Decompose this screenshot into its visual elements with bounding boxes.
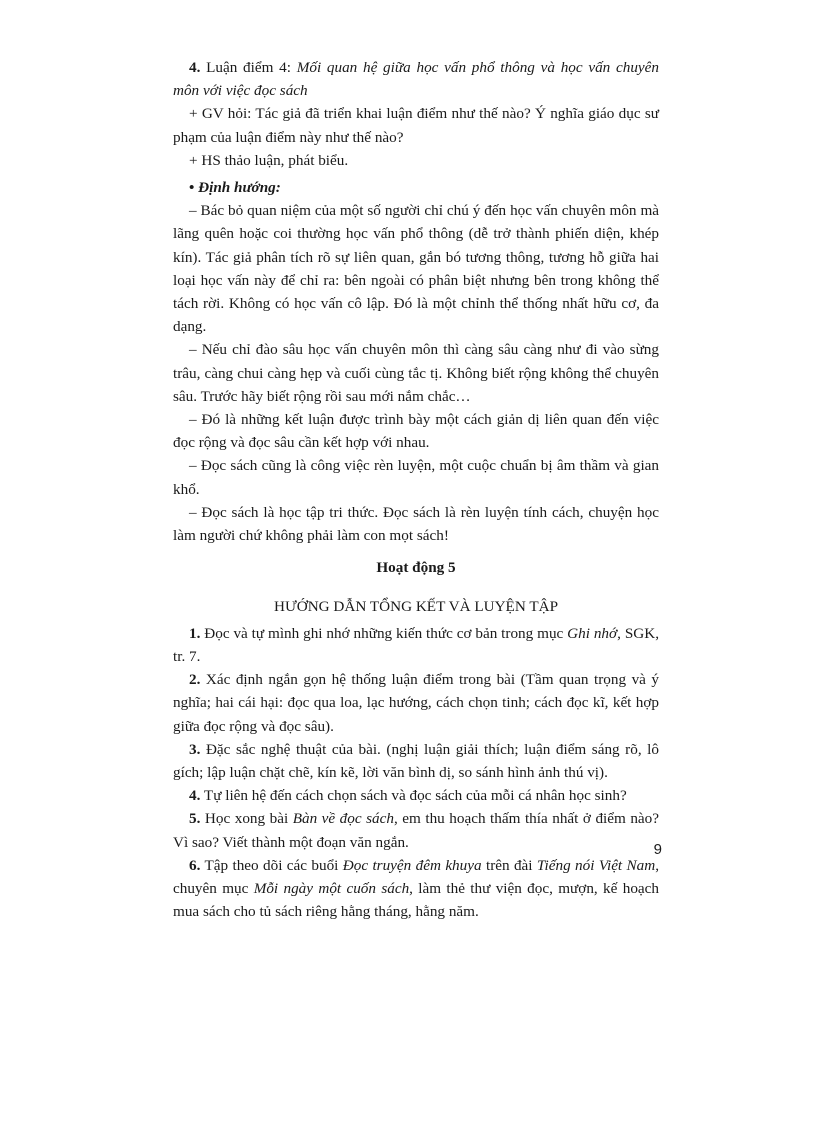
task-6 (173, 854, 659, 924)
task-1-text-b: , SGK, tr. 7. (173, 624, 660, 666)
task-2 (173, 668, 659, 738)
task-5-italic: Bàn về đọc sách (292, 810, 394, 828)
task-4 (173, 784, 659, 807)
task-6-text-d: , làm thẻ thư viện đọc, mượn, kế hoạch mua sách cho tủ sách riêng hằng tháng, hằng năm. (173, 880, 659, 921)
task-6-italic-2: Tiếng nói Việt Nam (536, 856, 656, 874)
task-2-number: 2. (189, 671, 201, 689)
task-6-italic-1: Đọc truyện đêm khuya (342, 856, 482, 874)
orientation-item: – Đọc sách là học tập tri thức. Đọc sách là rèn luyện tính cách, chuyện học làm người chứ không phải làm con mọt sách! (173, 503, 659, 545)
section-4-heading (173, 56, 659, 102)
task-6-number: 6. (189, 856, 201, 874)
orientation-item: – Bác bỏ quan niệm của một số người chỉ chú ý đến học vấn chuyên môn mà lãng quên hoặc coi thường học vấn phổ thông (dễ trở thành phiến diện, khép kín). Tác giả phân tích rõ sự liên quan, gắn bó tương thông, tương hỗ giữa hai loại học vấn này để chỉ ra: bên ngoài có phân biệt nhưng bên trong không thể tách rời. Không có học vấn cô lập. Đó là một chỉnh thể thống nhất hữu cơ, đa dạng. (173, 202, 659, 336)
task-6-italic-3: Mỗi ngày một cuốn sách (253, 880, 410, 898)
task-1-italic: Ghi nhớ (567, 624, 618, 642)
task-6-text-c: , chuyên mục (173, 856, 660, 898)
task-3-number: 3. (189, 740, 201, 758)
task-1 (173, 622, 659, 668)
task-5 (173, 807, 659, 853)
orientation-label: Định hướng: (198, 179, 281, 197)
task-1-text-a: Đọc và tự mình ghi nhớ những kiến thức cơ bản trong mục (200, 624, 568, 642)
orientation-heading (173, 176, 659, 199)
hs-response: + HS thảo luận, phát biểu. (189, 151, 349, 169)
activity-subtitle: HƯỚNG DẪN TỔNG KẾT VÀ LUYỆN TẬP (273, 597, 559, 615)
section-4-title: Mối quan hệ giữa học vấn phổ thông và học vấn chuyên môn với việc đọc sách (173, 59, 660, 100)
orientation-item: – Đọc sách cũng là công việc rèn luyện, một cuộc chuẩn bị âm thầm và gian khổ. (173, 457, 659, 498)
section-4-number: 4. (189, 59, 201, 76)
orientation-item: – Đó là những kết luận được trình bày một cách giản dị liên quan đến việc đọc rộng và đọc sâu cần kết hợp với nhau. (173, 411, 659, 452)
gv-question: + GV hỏi: Tác giả đã triển khai luận điểm như thế nào? Ý nghĩa giáo dục sư phạm của luận điểm này như thế nào? (173, 105, 659, 146)
task-6-text-b: trên đài (481, 856, 537, 874)
task-2-text: Xác định ngắn gọn hệ thống luận điểm trong bài (Tầm quan trọng và ý nghĩa; hai cái hại: đọc qua loa, lạc hướng, cách chọn tinh; cách đọc kĩ, kết hợp giữa đọc rộng và đọc sâu). (173, 671, 659, 735)
task-4-text: Tự liên hệ đến cách chọn sách và đọc sách của mỗi cá nhân học sinh? (200, 787, 627, 805)
task-3 (173, 738, 659, 784)
activity-title: Hoạt động 5 (376, 559, 456, 577)
task-5-text-a: Học xong bài (200, 810, 293, 828)
task-4-number: 4. (189, 787, 201, 805)
task-6-text-a: Tập theo dõi các buổi (200, 856, 343, 874)
section-4-label: Luận điểm 4: (200, 59, 297, 76)
task-5-number: 5. (189, 810, 201, 828)
page-number: 9 (653, 841, 662, 858)
orientation-item: – Nếu chỉ đào sâu học vấn chuyên môn thì càng sâu càng như đi vào sừng trâu, càng chui càng hẹp và cuối cùng tắc tị. Không biết rộng không thể chuyên sâu. Trước hãy biết rộng rồi sau mới nắm chắc… (173, 341, 659, 405)
orientation-bullet: • (189, 179, 195, 197)
page-body (173, 56, 659, 924)
task-1-number: 1. (189, 624, 201, 642)
task-5-text-b: , em thu hoạch thấm thía nhất ở điểm nào? Vì sao? Viết thành một đoạn văn ngắn. (173, 810, 659, 851)
task-3-text: Đặc sắc nghệ thuật của bài. (nghị luận giải thích; luận điểm sáng rõ, lô gích; lập luận chặt chẽ, kín kẽ, lời văn bình dị, so sánh hình ảnh thú vị). (173, 740, 659, 782)
